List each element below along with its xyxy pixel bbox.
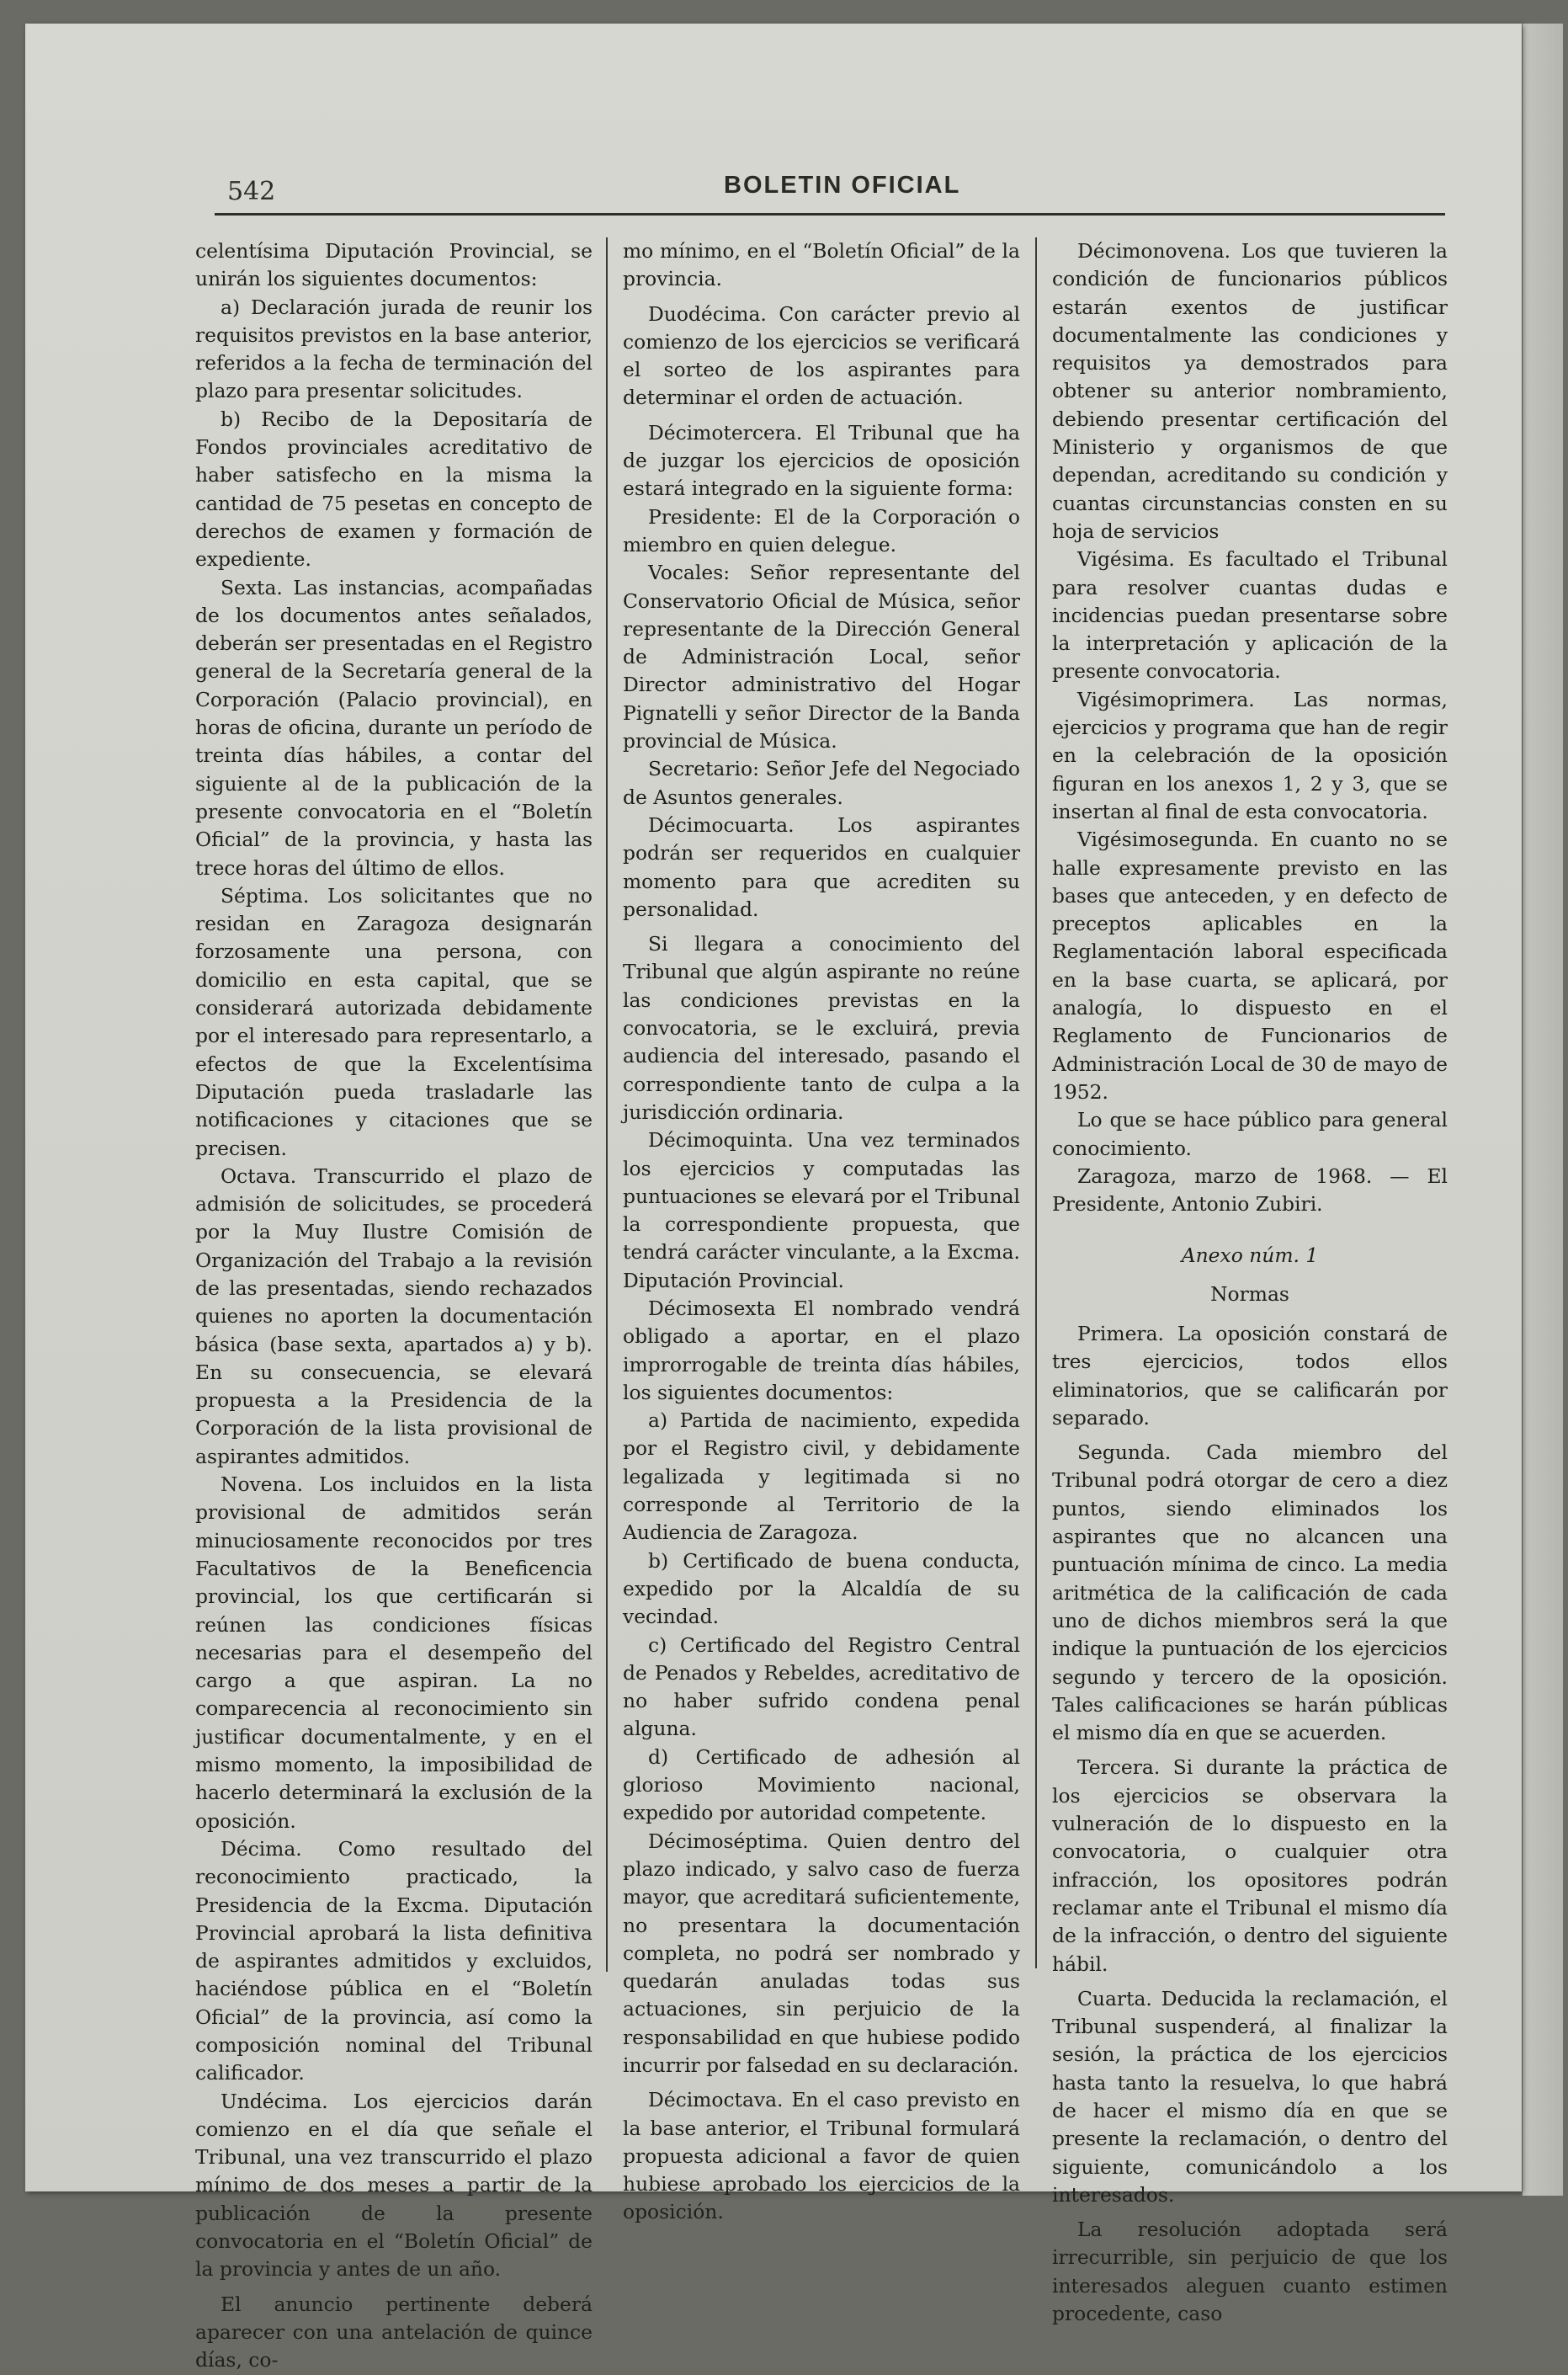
- paragraph: Novena. Los incluidos en la lista provisional de admitidos serán minuciosamente reconocidos por tres Facultativos de la Beneficencia provincial, los que certificarán si reúnen las condiciones físicas necesarias para el desempeño del cargo a que aspiran. La no comparecencia al reconocimiento sin justificar documentalmente, y en el mismo momento, la imposibilidad de hacerlo determinará la exclusión de la oposición.: [195, 1472, 593, 1833]
- paragraph: Décimocuarta. Los aspirantes podrán ser requeridos en cualquier momento para que acrediten su personalidad.: [623, 812, 1020, 921]
- paragraph: Vigésima. Es facultado el Tribunal para resolver cuantas dudas e incidencias puedan presentarse sobre la interpretación y aplicación de la presente convocatoria.: [1052, 547, 1448, 684]
- paragraph: Décimonovena. Los que tuvieren la condición de funcionarios públicos estarán exentos de justificar documentalmente las condiciones y requisitos ya demostrados para obtener su anterior nombramiento, debiendo presentar certificación del Ministerio y organismos de que dependan, acreditando su condición y cuantas circunstancias consten en su hoja de servicios: [1052, 239, 1448, 543]
- paragraph: Si llegara a conocimiento del Tribunal que algún aspirante no reúne las condiciones previstas en la convocatoria, se le excluirá, previa audiencia del interesado, pasando el correspondiente tanto de culpa a la jurisdicción ordinaria.: [623, 932, 1020, 1124]
- text-column-3: [1052, 237, 1448, 2328]
- paragraph: Vigésimoprimera. Las normas, ejercicios y programa que han de regir en la celebración de la oposición figuran en los anexos 1, 2 y 3, que se insertan al final de esta convocatoria.: [1052, 687, 1448, 823]
- paragraph: Séptima. Los solicitantes que no residan en Zaragoza designarán forzosamente una persona, con domicilio en esta capital, que se considerará autorizada debidamente por el interesado para representarlo, a efectos de que la Excelentísima Diputación pueda trasladarle las notificaciones y citaciones que se precisen.: [195, 883, 593, 1160]
- paragraph: Undécima. Los ejercicios darán comienzo en el día que señale el Tribunal, una vez transcurrido el plazo mínimo de dos meses a partir de la publicación de la presente convocatoria en el “Boletín Oficial” de la provincia y antes de un año.: [195, 2089, 593, 2282]
- paragraph: celentísima Diputación Provincial, se unirán los siguientes documentos:: [195, 239, 593, 291]
- adjacent-page-edge: [1522, 24, 1563, 2196]
- paragraph: Décima. Como resultado del reconocimiento practicado, la Presidencia de la Excma. Diputación Provincial aprobará la lista definitiva de aspirantes admitidos y excluidos, haciéndose pública en el “Boletín Oficial” de la provincia, así como la composición nominal del Tribunal calificador.: [195, 1836, 593, 2085]
- text-column-1: [195, 237, 593, 2375]
- section-title: Normas: [1210, 1281, 1289, 1306]
- column-divider: [606, 237, 608, 1972]
- annex-title: Anexo núm. 1: [1181, 1243, 1319, 1268]
- paragraph: Décimoquinta. Una vez terminados los ejercicios y computadas las puntuaciones se elevará por el Tribunal la correspondiente propuesta, que tendrá carácter vinculante, a la Excma. Diputación Provincial.: [623, 1128, 1020, 1292]
- text-column-2: [623, 237, 1020, 2227]
- paragraph: b) Certificado de buena conducta, expedido por la Alcaldía de su vecindad.: [623, 1548, 1020, 1629]
- paragraph: a) Declaración jurada de reunir los requisitos previstos en la base anterior, referidos a la fecha de terminación del plazo para presentar solicitudes.: [195, 295, 593, 403]
- paragraph: Vigésimosegunda. En cuanto no se halle expresamente previsto en las bases que anteceden, y en defecto de preceptos aplicables en la Reglamentación laboral especificada en la base cuarta, se aplicará, por analogía, lo dispuesto en el Reglamento de Funcionarios de Administración Local de 30 de mayo de 1952.: [1052, 828, 1448, 1104]
- paragraph: Segunda. Cada miembro del Tribunal podrá otorgar de cero a diez puntos, siendo eliminados los aspirantes que no alcancen una puntuación mínima de cinco. La media aritmética de la calificación de cada uno de dichos miembros será la que indique la puntuación de los ejercicios segundo y tercero de la oposición. Tales calificaciones se harán públicas el mismo día en que se acuerden.: [1052, 1440, 1448, 1745]
- paragraph: d) Certificado de adhesión al glorioso Movimiento nacional, expedido por autoridad competente.: [623, 1744, 1020, 1825]
- paragraph: Décimotercera. El Tribunal que ha de juzgar los ejercicios de oposición estará integrado en la siguiente forma:: [623, 420, 1020, 501]
- paragraph: a) Partida de nacimiento, expedida por el Registro civil, y debidamente legalizada y legitimada si no corresponde al Territorio de la Audiencia de Zaragoza.: [623, 1408, 1020, 1545]
- header-rule: [215, 213, 1445, 216]
- paragraph: Duodécima. Con carácter previo al comienzo de los ejercicios se verificará el sorteo de los aspirantes para determinar el orden de actuación.: [623, 301, 1020, 410]
- paragraph: mo mínimo, en el “Boletín Oficial” de la provincia.: [623, 239, 1020, 291]
- paragraph: Décimoctava. En el caso previsto en la base anterior, el Tribunal formulará propuesta adicional a favor de quien hubiese aprobado los ejercicios de la oposición.: [623, 2088, 1020, 2224]
- column-divider: [1035, 237, 1037, 1968]
- paragraph: c) Certificado del Registro Central de Penados y Rebeldes, acreditativo de no haber sufrido condena penal alguna.: [623, 1632, 1020, 1741]
- page-number: 542: [227, 177, 276, 206]
- paragraph: b) Recibo de la Depositaría de Fondos provinciales acreditativo de haber satisfecho en la misma la cantidad de 75 pesetas en concepto de derechos de examen y formación de expediente.: [195, 407, 593, 572]
- paragraph: Vocales: Señor representante del Conservatorio Oficial de Música, señor representante de la Dirección General de Administración Local, señor Director administrativo del Hogar Pignatelli y señor Director de la Banda provincial de Música.: [623, 561, 1020, 754]
- paragraph: Presidente: El de la Corporación o miembro en quien delegue.: [623, 504, 1020, 556]
- paragraph: Lo que se hace público para general conocimiento.: [1052, 1108, 1448, 1160]
- paragraph: Décimosexta El nombrado vendrá obligado a aportar, en el plazo improrrogable de treinta días hábiles, los siguientes documentos:: [623, 1296, 1020, 1404]
- paragraph: Primera. La oposición constará de tres ejercicios, todos ellos eliminatorios, que se calificarán por separado.: [1052, 1321, 1448, 1430]
- paragraph: Secretario: Señor Jefe del Negociado de Asuntos generales.: [623, 757, 1020, 809]
- paragraph: El anuncio pertinente deberá aparecer con una antelación de quince días, co-: [195, 2292, 593, 2372]
- paragraph: Tercera. Si durante la práctica de los ejercicios se observara la vulneración de lo dispuesto en la convocatoria, o cualquier otra infracción, los opositores podrán reclamar ante el Tribunal el mismo día de la infracción, o dentro del siguiente hábil.: [1052, 1755, 1448, 1976]
- paragraph: Décimoséptima. Quien dentro del plazo indicado, y salvo caso de fuerza mayor, que acreditará suficientemente, no presentara la documentación completa, no podrá ser nombrado y quedarán anuladas todas sus actuaciones, sin perjuicio de la responsabilidad en que hubiese podido incurrir por falsedad en su declaración.: [623, 1829, 1020, 2077]
- paragraph: Octava. Transcurrido el plazo de admisión de solicitudes, se procederá por la Muy Ilustre Comisión de Organización del Trabajo a la revisión de las presentadas, siendo rechazados quienes no aporten la documentación básica (base sexta, apartados a) y b). En su consecuencia, se elevará propuesta a la Presidencia de la Corporación de la lista provisional de aspirantes admitidos.: [195, 1164, 593, 1468]
- paragraph: Cuarta. Deducida la reclamación, el Tribunal suspenderá, al finalizar la sesión, la práctica de los ejercicios hasta tanto la resuelva, lo que habrá de hacer el mismo día en que se presente la reclamación, o dentro del siguiente, comunicándolo a los interesados.: [1052, 1986, 1448, 2207]
- paragraph: Sexta. Las instancias, acompañadas de los documentos antes señalados, deberán ser presentadas en el Registro general de la Secretaría general de la Corporación (Palacio provincial), en horas de oficina, durante un período de treinta días hábiles, a contar del siguiente al de la publicación de la presente convocatoria en el “Boletín Oficial” de la provincia, y hasta las trece horas del último de ellos.: [195, 575, 593, 880]
- paragraph: La resolución adoptada será irrecurrible, sin perjuicio de que los interesados aleguen cuanto estimen procedente, caso: [1052, 2218, 1448, 2326]
- paragraph: Zaragoza, marzo de 1968. — El Presidente, Antonio Zubiri.: [1052, 1164, 1448, 1217]
- publication-title: BOLETIN OFICIAL: [724, 172, 961, 199]
